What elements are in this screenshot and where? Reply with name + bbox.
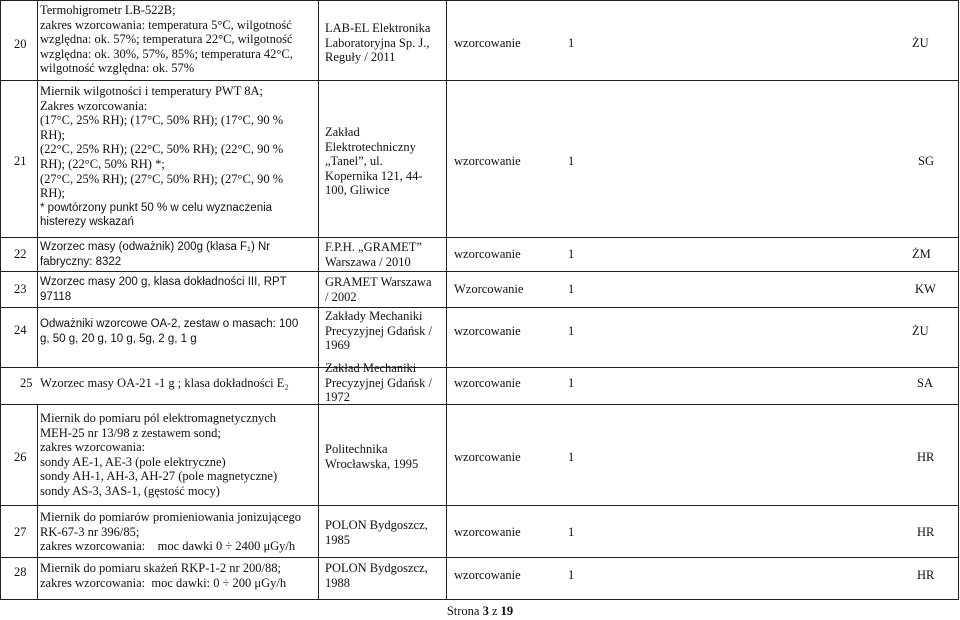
footer-sep: z	[491, 604, 498, 618]
quantity: 1	[568, 450, 575, 464]
service-type: Wzorcowanie	[454, 282, 524, 296]
row-number: 20	[14, 37, 27, 51]
item-description: Termohigrometr LB-522B; zakres wzorcowania: temperatura 5°C, wilgotność względna: ok. 57%; temperatura 22°C, wilgotność względna: ok. 30%, 57%, 85%; temperatura 42°C, wilgotność względna: ok. 57%	[40, 3, 293, 76]
lab-info: POLON Bydgoszcz, 1988	[325, 561, 428, 590]
item-description: Miernik do pomiaru pól elektromagnetycznych MEH-25 nr 13/98 z zestawem sond; zakres wzorcowania: sondy AE-1, AE-3 (pole elektryczne) sondy AH-1, AH-3, AH-27 (pole magnetyczne) sondy AS-3, 3AS-1, (gęstość mocy)	[40, 411, 278, 498]
lab-info: Zakład Elektrotechniczny „Tanel”, ul. Kopernika 121, 44- 100, Gliwice	[325, 125, 423, 198]
item-description: Odważniki wzorcowe OA-2, zestaw o masach: 100 g, 50 g, 20 g, 10 g, 5g, 2 g, 1 g	[40, 318, 299, 345]
lab-info: POLON Bydgoszcz, 1985	[325, 518, 428, 547]
item-description: Wzorzec masy 200 g, klasa dokładności III, RPT 97118	[40, 276, 287, 303]
item-description: Miernik do pomiarów promieniowania jonizującego RK-67-3 nr 396/85; zakres wzorcowania: moc dawki 0 ÷ 2400 μGy/h	[40, 510, 302, 554]
quantity: 1	[568, 154, 575, 168]
row-number: 26	[14, 450, 27, 464]
department-code: SA	[917, 376, 933, 390]
department-code: HR	[917, 568, 935, 582]
item-description: Wzorzec masy OA-21 -1 g ; klasa dokładności E₂	[40, 376, 289, 390]
quantity: 1	[568, 324, 575, 338]
quantity: 1	[568, 282, 575, 296]
item-description: Wzorzec masy (odważnik) 200g (klasa F₁) Nr fabryczny: 8322	[40, 241, 271, 268]
department-code: ŻU	[912, 36, 929, 50]
service-type: wzorcowanie	[454, 568, 521, 582]
department-code: ŻM	[912, 247, 931, 261]
lab-info: F.P.H. „GRAMET” Warszawa / 2010	[325, 240, 422, 269]
service-type: wzorcowanie	[454, 154, 521, 168]
quantity: 1	[568, 568, 575, 582]
quantity: 1	[568, 247, 575, 261]
service-type: wzorcowanie	[454, 450, 521, 464]
service-type: wzorcowanie	[454, 247, 521, 261]
page-footer	[0, 604, 960, 618]
lab-info: GRAMET Warszawa / 2002	[325, 275, 432, 304]
row-number: 22	[14, 247, 27, 261]
total-pages: 19	[500, 604, 514, 618]
item-description: Miernik do pomiaru skażeń RKP-1-2 nr 200/88; zakres wzorcowania: moc dawki: 0 ÷ 200 μGy/h	[40, 561, 287, 590]
lab-info: LAB-EL Elektronika Laboratoryjna Sp. J., Reguły / 2011	[325, 21, 431, 65]
row-number: 21	[14, 154, 27, 168]
lab-info: Politechnika Wrocławska, 1995	[325, 442, 419, 471]
department-code: SG	[918, 154, 934, 168]
footer-prefix: Strona	[446, 604, 480, 618]
service-type: wzorcowanie	[454, 525, 521, 539]
current-page: 3	[482, 604, 489, 618]
row-number: 25	[20, 376, 33, 390]
row-number: 24	[14, 323, 27, 337]
department-code: KW	[915, 282, 936, 296]
lab-info: Zakład Mechaniki Precyzyjnej Gdańsk / 1972	[325, 361, 432, 405]
row-number: 28	[14, 565, 27, 579]
service-type: wzorcowanie	[454, 376, 521, 390]
service-type: wzorcowanie	[454, 36, 521, 50]
department-code: HR	[917, 525, 935, 539]
lab-info: Zakłady Mechaniki Precyzyjnej Gdańsk / 1969	[325, 309, 432, 353]
item-description: Miernik wilgotności i temperatury PWT 8A; Zakres wzorcowania: (17°C, 25% RH); (17°C, 50% RH); (17°C, 90 % RH); (22°C, 25% RH); (22°C, 50% RH); (22°C, 90 % RH); (22°C, 50% RH) *; (27°C, 25% RH); (27°C, 50% RH); (27°C, 90 % RH); * powtórzony punkt 50 % w celu wyznaczenia histerezy wskazań	[40, 84, 284, 229]
quantity: 1	[568, 525, 575, 539]
quantity: 1	[568, 376, 575, 390]
department-code: HR	[917, 450, 935, 464]
row-number: 27	[14, 525, 27, 539]
department-code: ŻU	[912, 324, 929, 338]
service-type: wzorcowanie	[454, 324, 521, 338]
row-number: 23	[14, 282, 27, 296]
quantity: 1	[568, 36, 575, 50]
